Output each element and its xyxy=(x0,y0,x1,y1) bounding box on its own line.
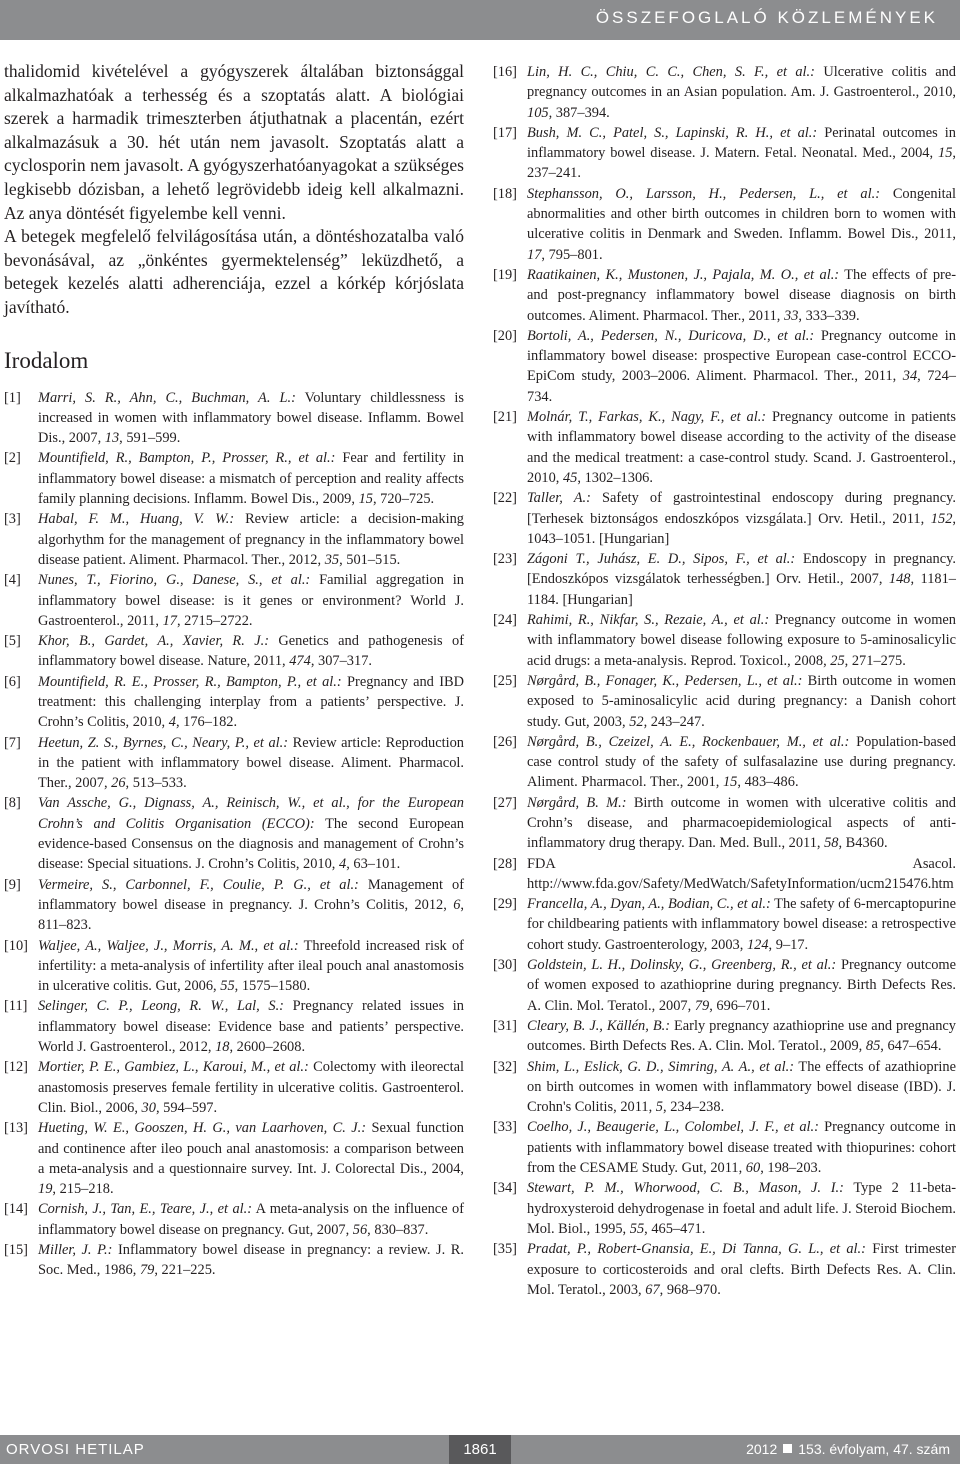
volume-issue: 153. évfolyam, 47. szám xyxy=(798,1441,950,1457)
square-separator-icon xyxy=(783,1444,792,1453)
header-bar xyxy=(0,0,960,40)
reference-number: [25] xyxy=(493,672,517,689)
reference-pages: , 333–339. xyxy=(798,307,860,324)
reference-item xyxy=(493,955,956,1016)
reference-pages: , 830–837. xyxy=(367,1221,429,1238)
reference-pages: , 1181–1184. [Hungarian] xyxy=(527,571,956,608)
reference-volume: 85 xyxy=(865,1038,881,1055)
reference-pages: , 594–597. xyxy=(155,1099,218,1116)
reference-item xyxy=(493,407,956,488)
reference-item xyxy=(493,732,956,793)
journal-name: ORVOSI HETILAP xyxy=(6,1441,145,1458)
reference-item xyxy=(4,388,464,449)
reference-item xyxy=(493,1057,956,1118)
reference-number: [19] xyxy=(493,266,517,283)
reference-text: Endoscopy in pregnancy. [Endoszkópos vizsgálatok terhességben.] Orv. Hetil., 2007, xyxy=(527,551,956,588)
reference-pages: , 1575–1580. xyxy=(234,978,311,995)
reference-authors: Khor, B., Gardet, A., Xavier, R. J.: xyxy=(38,633,269,650)
reference-number: [17] xyxy=(493,124,517,141)
reference-authors: Mountifield, R. E., Prosser, R., Bampton, P., et al.: xyxy=(38,673,342,690)
reference-item xyxy=(4,1199,464,1240)
reference-item xyxy=(4,672,464,733)
reference-text: Sexual function and continence after ileo pouch anal anastomosis: a comparison between a meta-analysis and a questionnaire survey. Int. J. Colorectal Dis., 2004, xyxy=(38,1120,464,1177)
reference-volume: 19 xyxy=(38,1181,53,1198)
reference-authors: Heetun, Z. S., Byrnes, C., Neary, P., et al.: xyxy=(38,734,289,751)
reference-volume: 18 xyxy=(215,1039,230,1056)
reference-pages: , 591–599. xyxy=(119,430,181,447)
reference-item xyxy=(4,875,464,936)
reference-text: Perinatal outcomes in inflammatory bowel disease. J. Matern. Fetal. Neonatal. Med., 2004, xyxy=(527,124,956,162)
reference-text: Pregnancy related issues in inflammatory bowel disease: Evidence base and patients’ perspective. World J. Gastroenterol., 2012, xyxy=(38,998,465,1056)
reference-volume: 33 xyxy=(784,307,799,324)
reference-pages: , 215–218. xyxy=(52,1181,114,1198)
reference-volume: 105 xyxy=(527,104,549,121)
reference-text: A meta-analysis on the influence of inflammatory bowel disease on pregnancy. Gut, 2007, xyxy=(38,1201,464,1238)
reference-authors: Coelho, J., Beaugerie, L., Colombel, J. F., et al.: xyxy=(527,1119,819,1136)
reference-number: [31] xyxy=(493,1017,517,1034)
reference-authors: Stewart, P. M., Whorwood, C. B., Mason, J. I.: xyxy=(527,1180,844,1197)
reference-authors: Marri, S. R., Ahn, C., Buchman, A. L.: xyxy=(38,389,296,406)
reference-volume: 58 xyxy=(824,835,839,852)
reference-pages: , 9–17. xyxy=(768,936,809,953)
reference-authors: Cleary, B. J., Källén, B.: xyxy=(527,1017,671,1034)
reference-list-left xyxy=(4,388,464,1281)
reference-authors: Bush, M. C., Patel, S., Lapinski, R. H., et al.: xyxy=(527,124,818,141)
reference-text: Early pregnancy azathioprine use and pregnancy outcomes. Birth Defects Res. A. Clin. Mol. Teratol., 2009, xyxy=(527,1017,956,1055)
reference-item xyxy=(493,62,956,123)
reference-pages: , 243–247. xyxy=(643,713,705,730)
reference-text: Management of inflammatory bowel disease in pregnancy. J. Crohn’s Colitis, 2012, xyxy=(38,876,464,913)
reference-item xyxy=(493,1178,956,1239)
reference-text: Congenital abnormalities and other birth outcomes in children born to women with ulcerative colitis in Denmark and Sweden. Inflamm. Bowel Dis., 2011, xyxy=(527,185,956,243)
reference-pages: , 237–241. xyxy=(527,145,956,182)
reference-authors: Mountifield, R., Bampton, P., Prosser, R., et al.: xyxy=(38,450,336,467)
reference-pages: , 465–471. xyxy=(644,1220,706,1237)
reference-item xyxy=(4,570,464,631)
reference-number: [3] xyxy=(4,511,21,528)
reference-text: The effects of azathioprine on birth outcomes in women with inflammatory bowel disease (IBD). J. Crohn's Colitis, 2011, xyxy=(527,1058,956,1116)
reference-authors: Habal, F. M., Huang, V. W.: xyxy=(38,511,235,528)
right-column xyxy=(493,62,956,1300)
reference-volume: 56 xyxy=(352,1221,368,1238)
reference-number: [1] xyxy=(4,389,21,406)
reference-volume: 474 xyxy=(289,653,311,670)
reference-number: [15] xyxy=(4,1242,28,1258)
reference-text: FDA Asacol. http://www.fda.gov/Safety/MedWatch/SafetyInformation/ucm215476.htm xyxy=(527,855,956,892)
reference-text: Pregnancy outcome in patients with inflammatory bowel disease according to the activity of the disease and the medical treatment: a case-control study. Scand. J. Gastroenterol., 2010, xyxy=(527,409,956,486)
reference-number: [35] xyxy=(493,1241,517,1258)
reference-pages: , 176–182. xyxy=(175,714,238,731)
reference-authors: Vermeire, S., Carbonnel, F., Coulie, P. G., et al.: xyxy=(38,876,359,893)
reference-volume: 15 xyxy=(722,774,738,791)
reference-volume: 148 xyxy=(888,571,911,588)
reference-item xyxy=(493,265,956,326)
reference-pages: , 647–654. xyxy=(880,1038,942,1055)
reference-volume: 152 xyxy=(930,510,953,527)
reference-item xyxy=(493,894,956,955)
reference-volume: 55 xyxy=(220,978,235,995)
body-paragraph: thalidomid kivételével a gyógyszerek általában biztonsággal alkalmazhatóak a terhesség és a szoptatás alatt. A biológiai szerek a harmadik trimeszterben átjuthatnak a placentán, ezért alkalmazásuk a 30. hét után nem javasolt. Szoptatás alatt a cyclosporin nem javasolt. A gyógyszerhatóanyagokat a szükséges legkisebb dózisban, a lehető legrövidebb ideig kell alkalmazni. Az anya döntését figyelembe kell venni. xyxy=(4,61,464,223)
reference-item xyxy=(4,936,464,997)
reference-authors: Nørgård, B., Czeizel, A. E., Rockenbauer, M., et al.: xyxy=(527,733,850,750)
reference-pages: , 198–203. xyxy=(760,1160,822,1177)
reference-volume: 4 xyxy=(339,856,347,873)
reference-volume: 35 xyxy=(324,551,340,568)
reference-text: Pregnancy outcome in inflammatory bowel disease: prospective European case-control ECCO-EpiCom study, 2003–2006. Aliment. Pharmacol. Ther., 2011, xyxy=(527,327,956,385)
reference-number: [29] xyxy=(493,896,517,913)
reference-number: [20] xyxy=(493,327,517,344)
reference-authors: Waljee, A., Waljee, J., Morris, A. M., et al.: xyxy=(38,937,299,954)
reference-pages: , 234–238. xyxy=(663,1099,725,1116)
reference-number: [4] xyxy=(4,572,21,589)
reference-pages: , 221–225. xyxy=(154,1262,216,1279)
reference-volume: 79 xyxy=(694,997,710,1014)
reference-volume: 34 xyxy=(902,368,918,385)
reference-item xyxy=(493,854,956,895)
reference-number: [26] xyxy=(493,733,517,750)
reference-volume: 15 xyxy=(358,491,373,508)
reference-text: Ulcerative colitis and pregnancy outcomes in an Asian population. Am. J. Gastroenterol., 2010, xyxy=(527,64,957,101)
reference-item xyxy=(493,184,956,265)
reference-text: Safety of gastrointestinal endoscopy during pregnancy. [Terhesek biztonságos endoszkópos vizsgálata.] Orv. Hetil., 2011, xyxy=(527,490,956,527)
reference-pages: , 271–275. xyxy=(844,652,906,669)
reference-item xyxy=(493,326,956,407)
reference-volume: 26 xyxy=(111,775,126,792)
reference-authors: Selinger, C. P., Leong, R. W., Lal, S.: xyxy=(38,998,284,1015)
reference-volume: 52 xyxy=(629,713,644,730)
reference-authors: Raatikainen, K., Mustonen, J., Pajala, M. O., et al.: xyxy=(527,266,840,283)
reference-volume: 55 xyxy=(629,1220,645,1237)
reference-authors: Francella, A., Dyan, A., Bodian, C., et al.: xyxy=(527,896,771,913)
reference-number: [8] xyxy=(4,795,21,812)
reference-volume: 17 xyxy=(527,246,542,263)
reference-number: [12] xyxy=(4,1059,28,1076)
reference-number: [10] xyxy=(4,937,28,954)
reference-authors: Van Assche, G., Dignass, A., Reinisch, W., et al., for the European Crohn’s and Colitis Organisation (ECCO): xyxy=(38,795,464,832)
reference-pages: , 720–725. xyxy=(372,491,435,508)
reference-volume: 60 xyxy=(745,1160,761,1177)
reference-pages: , 387–394. xyxy=(548,104,610,121)
reference-number: [2] xyxy=(4,450,21,467)
reference-item xyxy=(4,733,464,794)
reference-item xyxy=(493,123,956,184)
reference-number: [30] xyxy=(493,957,517,974)
reference-authors: Bortoli, A., Pedersen, N., Duricova, D., et al.: xyxy=(527,327,815,344)
issue-info xyxy=(746,1441,950,1457)
reference-item xyxy=(4,509,464,570)
reference-volume: 13 xyxy=(104,430,120,447)
reference-pages: , 307–317. xyxy=(310,653,372,670)
reference-authors: Shim, L., Eslick, G. D., Simring, A. A., et al.: xyxy=(527,1058,794,1075)
reference-number: [28] xyxy=(493,855,517,872)
reference-item xyxy=(4,996,464,1057)
reference-authors: Mortier, P. E., Gambiez, L., Karoui, M., et al.: xyxy=(38,1059,309,1076)
reference-text: The second European evidence-based Consensus on the diagnosis and management of Crohn’s disease: Special situations. J. Crohn’s Colitis, 2010, xyxy=(38,815,464,873)
year: 2012 xyxy=(746,1441,778,1457)
reference-volume: 17 xyxy=(162,612,177,629)
footer-bar xyxy=(0,1435,960,1464)
reference-number: [11] xyxy=(4,998,28,1015)
reference-authors: Molnár, T., Farkas, K., Nagy, F., et al.: xyxy=(527,409,767,426)
reference-number: [27] xyxy=(493,794,517,811)
reference-item xyxy=(4,1118,464,1199)
reference-text: First trimester exposure to corticosteroids and oral clefts. Birth Defects Res. A. Clin. Mol. Teratol., 2003, xyxy=(527,1241,956,1298)
reference-text: Genetics and pathogenesis of inflammatory bowel disease. Nature, 2011, xyxy=(38,633,464,670)
reference-volume: 45 xyxy=(562,469,578,486)
reference-item xyxy=(493,610,956,671)
reference-text: Pregnancy outcome in patients with inflammatory bowel disease treated with thiopurines: cohort from the CESAME Study. Gut, 2011, xyxy=(527,1119,957,1177)
reference-list-right xyxy=(493,62,956,1300)
reference-item xyxy=(493,549,956,610)
reference-pages: , 2600–2608. xyxy=(229,1039,306,1056)
reference-pages: , 795–801. xyxy=(541,246,603,263)
reference-volume: 15 xyxy=(938,145,953,162)
page-number-box xyxy=(449,1435,511,1464)
reference-number: [18] xyxy=(493,185,517,202)
reference-volume: 4 xyxy=(168,714,176,731)
reference-number: [9] xyxy=(4,876,21,893)
reference-pages: , 696–701. xyxy=(709,997,771,1014)
reference-pages: , 968–970. xyxy=(659,1281,721,1298)
reference-item xyxy=(4,1057,464,1118)
reference-authors: Goldstein, L. H., Dolinsky, G., Greenberg, R., et al.: xyxy=(527,957,837,974)
reference-authors: Pradat, P., Robert-Gnansia, E., Di Tanna, G. L., et al.: xyxy=(527,1241,866,1258)
reference-item xyxy=(493,671,956,732)
reference-item xyxy=(493,488,956,549)
reference-number: [22] xyxy=(493,490,517,507)
reference-text: Review article: Reproduction in the patient with inflammatory bowel disease. Aliment. Pharmacol. Ther., 2007, xyxy=(38,734,464,792)
reference-item xyxy=(493,1016,956,1057)
reference-authors: Miller, J. P.: xyxy=(38,1242,113,1258)
reference-authors: Zágoni T., Juhász, E. D., Sipos, F., et al.: xyxy=(527,551,796,568)
reference-authors: Nørgård, B. M.: xyxy=(527,794,627,811)
reference-pages: , B4360. xyxy=(838,835,888,852)
reference-text: Threefold increased risk of infertility: a meta-analysis of infertility after ileal pouch anal anastomosis in ulcerative colitis. Gut, 2006, xyxy=(38,937,464,995)
reference-authors: Cornish, J., Tan, E., Teare, J., et al.: xyxy=(38,1201,253,1218)
reference-number: [21] xyxy=(493,409,517,426)
reference-text: Inflammatory bowel disease in pregnancy: a review. J. R. Soc. Med., 1986, xyxy=(38,1242,464,1279)
reference-text: Fear and fertility in inflammatory bowel disease: a mismatch of perception and reality affects family planning decisions. Inflamm. Bowel Dis., 2009, xyxy=(38,450,464,508)
reference-number: [13] xyxy=(4,1120,28,1137)
reference-text: Voluntary childlessness is increased in women with inflammatory bowel disease. Inflamm. Bowel Dis., 2007, xyxy=(38,389,464,447)
reference-text: Population-based case control study of the safety of sulfasalazine use during pregnancy. Aliment. Pharmacol. Ther., 2001, xyxy=(527,733,956,791)
reference-authors: Stephansson, O., Larsson, H., Pedersen, L., et al.: xyxy=(527,185,880,202)
reference-authors: Hueting, W. E., Gooszen, H. G., van Laarhoven, C. J.: xyxy=(38,1120,367,1137)
reference-item xyxy=(4,1240,464,1281)
reference-item xyxy=(4,631,464,672)
reference-volume: 67 xyxy=(645,1281,660,1298)
reference-text: Birth outcome in women exposed to 5-aminosalicylic acid during pregnancy: a Danish cohort study. Gut, 2003, xyxy=(527,672,956,730)
reference-volume: 30 xyxy=(141,1099,156,1116)
reference-authors: Taller, A.: xyxy=(527,490,591,507)
reference-text: The safety of 6-mercaptopurine for childbearing patients with inflammatory bowel disease: a retrospective cohort study. Gastroenterology, 2003, xyxy=(527,896,956,953)
reference-number: [33] xyxy=(493,1119,517,1136)
reference-pages: , 63–101. xyxy=(346,856,401,873)
reference-text: The effects of pre- and post-pregnancy inflammatory bowel disease diagnosis on birth outcomes. Aliment. Pharmacol. Ther., 2011, xyxy=(527,266,956,324)
reference-volume: 79 xyxy=(139,1262,155,1279)
reference-pages: , 513–533. xyxy=(125,775,187,792)
reference-pages: , 1043–1051. [Hungarian] xyxy=(527,510,956,547)
reference-number: [34] xyxy=(493,1180,517,1197)
reference-item xyxy=(493,1117,956,1178)
reference-pages: , 483–486. xyxy=(737,774,799,791)
page-number: 1861 xyxy=(463,1441,497,1458)
reference-pages: , 811–823. xyxy=(38,896,464,934)
reference-volume: 6 xyxy=(453,896,461,913)
reference-item xyxy=(493,1239,956,1300)
reference-number: [5] xyxy=(4,633,21,650)
references-heading: Irodalom xyxy=(4,347,89,373)
reference-number: [14] xyxy=(4,1201,28,1218)
body-text xyxy=(4,60,464,320)
reference-number: [6] xyxy=(4,673,21,690)
reference-volume: 124 xyxy=(746,936,769,953)
reference-item xyxy=(4,793,464,874)
reference-pages: , 2715–2722. xyxy=(176,612,253,629)
reference-pages: , 724–734. xyxy=(527,368,956,405)
reference-text: Birth outcome in women with ulcerative colitis and Crohn’s disease, and pharmacoepidemiological aspects of anti-inflammatory drug therapy. Dan. Med. Bull., 2011, xyxy=(527,794,956,852)
reference-volume: 5 xyxy=(655,1099,663,1116)
reference-text: Pregnancy outcome of women exposed to azathioprine during pregnancy. Birth Defects Res. A. Clin. Mol. Teratol., 2007, xyxy=(527,957,956,1014)
reference-text: Pregnancy and IBD treatment: this challenging interplay from a patients’ perspective. J. Crohn’s Colitis, 2010, xyxy=(38,673,464,731)
reference-number: [24] xyxy=(493,612,517,629)
reference-text: Colectomy with ileorectal anastomosis preserves female fertility in ulcerative colitis. Gastroenterol. Clin. Biol., 2006, xyxy=(38,1059,464,1116)
reference-text: Type 2 11-beta-hydroxysteroid dehydrogenase in foetal and adult life. J. Steroid Biochem. Mol. Biol., 1995, xyxy=(527,1180,957,1237)
reference-authors: Nørgård, B., Fonager, K., Pedersen, L., et al.: xyxy=(527,672,803,689)
reference-text: Review article: a decision-making algorhythm for the management of pregnancy in the inflammatory bowel disease patient. Aliment. Pharmacol. Ther., 2012, xyxy=(38,511,464,568)
reference-number: [32] xyxy=(493,1058,517,1075)
section-title: ÖSSZEFOGLALÓ KÖZLEMÉNYEK xyxy=(595,8,938,27)
body-paragraph: A betegek megfelelő felvilágosítása után, a döntéshozatalba való bevonásával, az „önkéntes gyermektelenség” leküzdhető, a betegek kezelés alatti adherenciája, ezzel a kórkép kórjóslata javítható. xyxy=(4,226,464,317)
reference-number: [7] xyxy=(4,734,21,751)
left-column xyxy=(4,60,464,1281)
reference-volume: 25 xyxy=(830,652,845,669)
reference-pages: , 1302–1306. xyxy=(577,469,653,486)
reference-authors: Rahimi, R., Nikfar, S., Rezaie, A., et al.: xyxy=(527,612,770,629)
reference-text: Pregnancy outcome in women with inflammatory bowel disease following exposure to 5-aminosalicylic acid drugs: a meta-analysis. Reprod. Toxicol., 2008, xyxy=(527,612,956,669)
reference-number: [23] xyxy=(493,551,517,568)
reference-authors: Nunes, T., Fiorino, G., Danese, S., et al.: xyxy=(38,572,311,589)
reference-pages: , 501–515. xyxy=(339,551,401,568)
reference-text: Familial aggregation in inflammatory bowel disease: is it genes or environment? World J. Gastroenterol., 2011, xyxy=(38,572,464,629)
reference-authors: Lin, H. C., Chiu, C. C., Chen, S. F., et al.: xyxy=(527,64,815,80)
reference-item xyxy=(493,793,956,854)
reference-number: [16] xyxy=(493,64,517,80)
reference-item xyxy=(4,448,464,509)
